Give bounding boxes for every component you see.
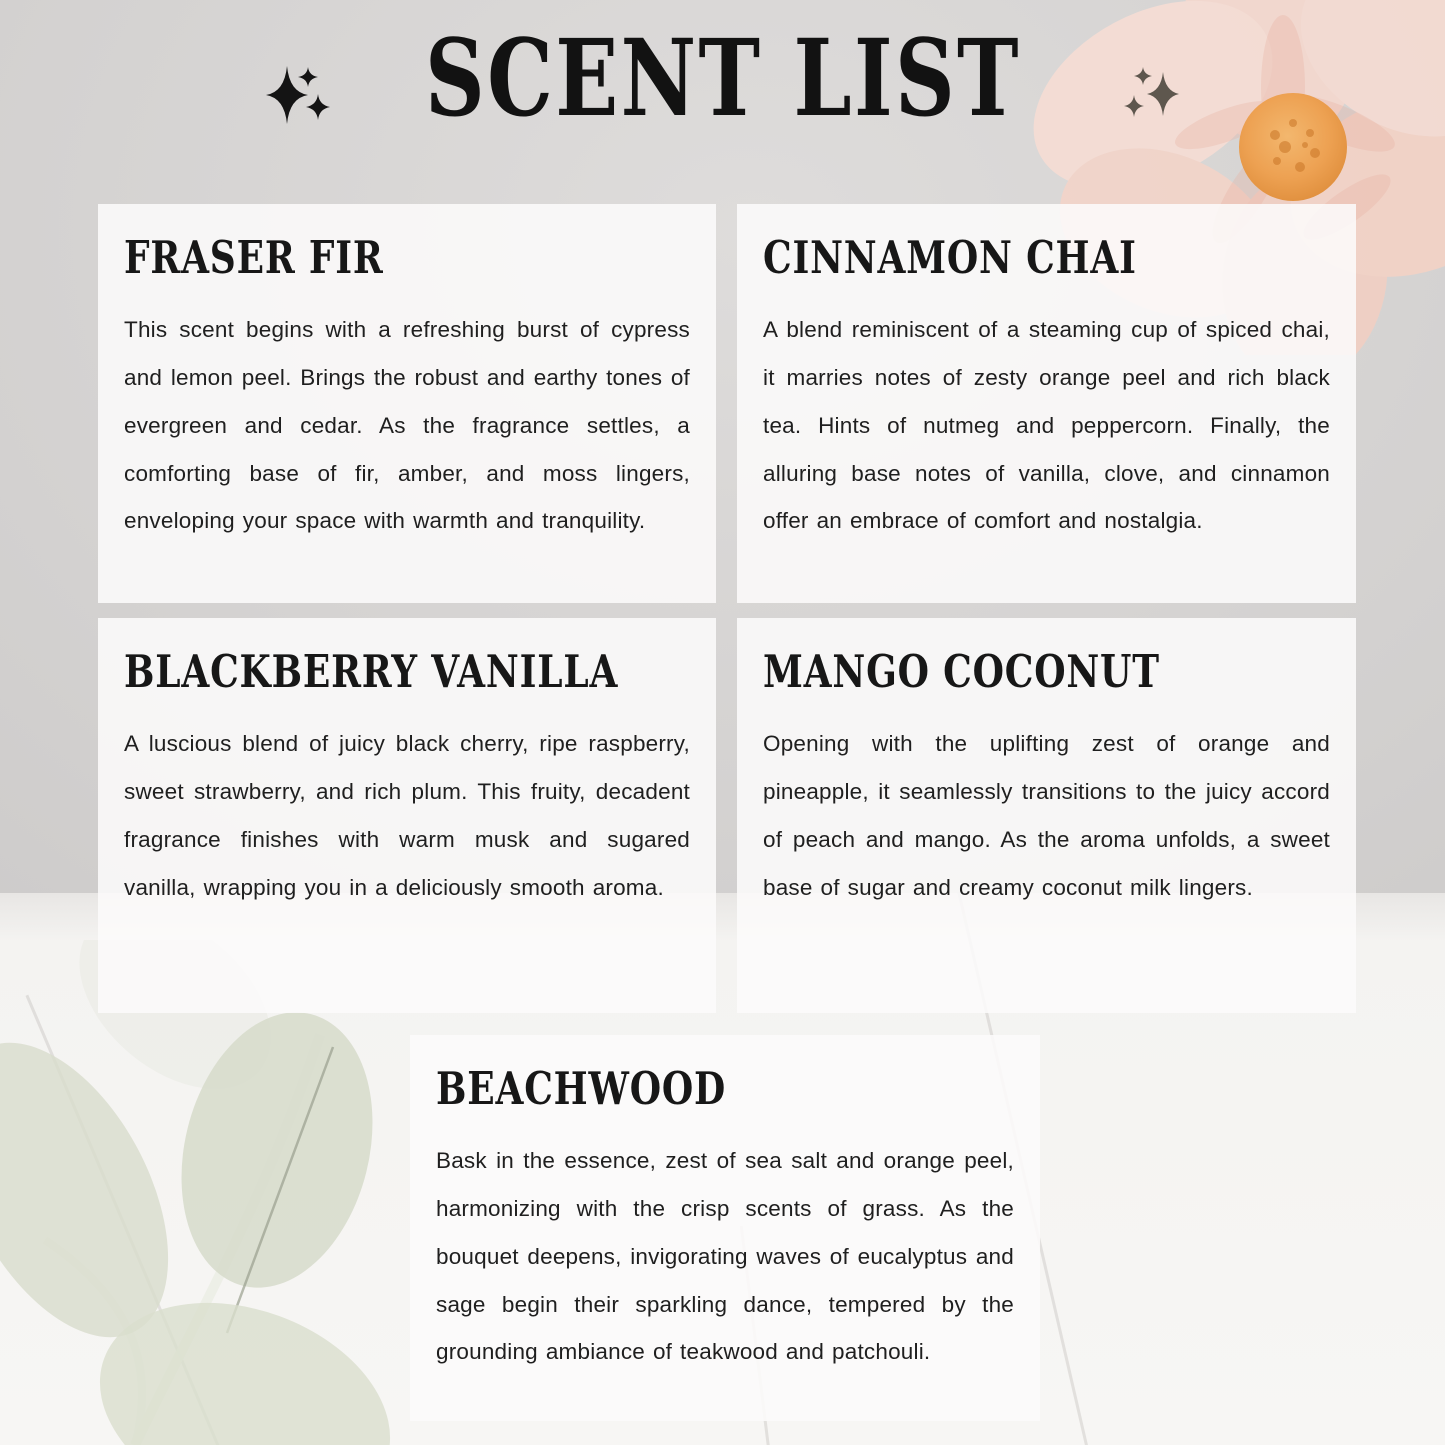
title-bar — [0, 15, 1445, 140]
scent-description: Opening with the uplifting zest of orange and pineapple, it seamlessly transitions to the juicy accord of peach and mango. As the aroma unfolds, a sweet base of sugar and creamy coconut milk lingers. — [763, 730, 1330, 900]
page-title-text: SCENT LIST — [424, 15, 1021, 140]
scent-name-text: BLACKBERRY VANILLA — [124, 645, 619, 698]
scent-name-text: CINNAMON CHAI — [763, 231, 1137, 284]
scent-description: A blend reminiscent of a steaming cup of spiced chai, it marries notes of zesty orange peel and rich black tea. Hints of nutmeg and peppercorn. Finally, the alluring base notes of vanilla, clove, and cinnamon offer an embrace of comfort and nostalgia. — [763, 316, 1330, 534]
page-title — [0, 15, 1445, 140]
scent-description: A luscious blend of juicy black cherry, ripe raspberry, sweet strawberry, and rich plum. This fruity, decadent fragrance finishes with warm musk and sugared vanilla, wrapping you in a deliciously smooth aroma. — [124, 730, 690, 900]
scent-card-fraser-fir — [98, 204, 716, 603]
scent-name — [436, 1063, 1014, 1115]
scent-card-mango-coconut — [737, 618, 1356, 1013]
scent-name-text: FRASER FIR — [124, 231, 384, 284]
scent-name — [124, 232, 690, 284]
scent-card-beachwood — [410, 1035, 1040, 1421]
scent-name-text: MANGO COCONUT — [763, 645, 1160, 698]
scent-name-text: BEACHWOOD — [436, 1062, 727, 1115]
scent-name — [763, 232, 1330, 284]
scent-description: Bask in the essence, zest of sea salt and orange peel, harmonizing with the crisp scents of grass. As the bouquet deepens, invigorating waves of eucalyptus and sage begin their sparkling dance, tempered by the grounding ambiance of teakwood and patchouli. — [436, 1147, 1014, 1365]
scent-name — [124, 646, 690, 698]
sparkle-right-icon — [1100, 55, 1190, 125]
scent-name — [763, 646, 1330, 698]
scent-card-blackberry-vanilla — [98, 618, 716, 1013]
scent-card-cinnamon-chai — [737, 204, 1356, 603]
scent-description: This scent begins with a refreshing burst of cypress and lemon peel. Brings the robust and earthy tones of evergreen and cedar. As the fragrance settles, a comforting base of fir, amber, and moss lingers, enveloping your space with warmth and tranquility. — [124, 316, 690, 534]
watercolor-leaves-icon — [0, 940, 465, 1445]
